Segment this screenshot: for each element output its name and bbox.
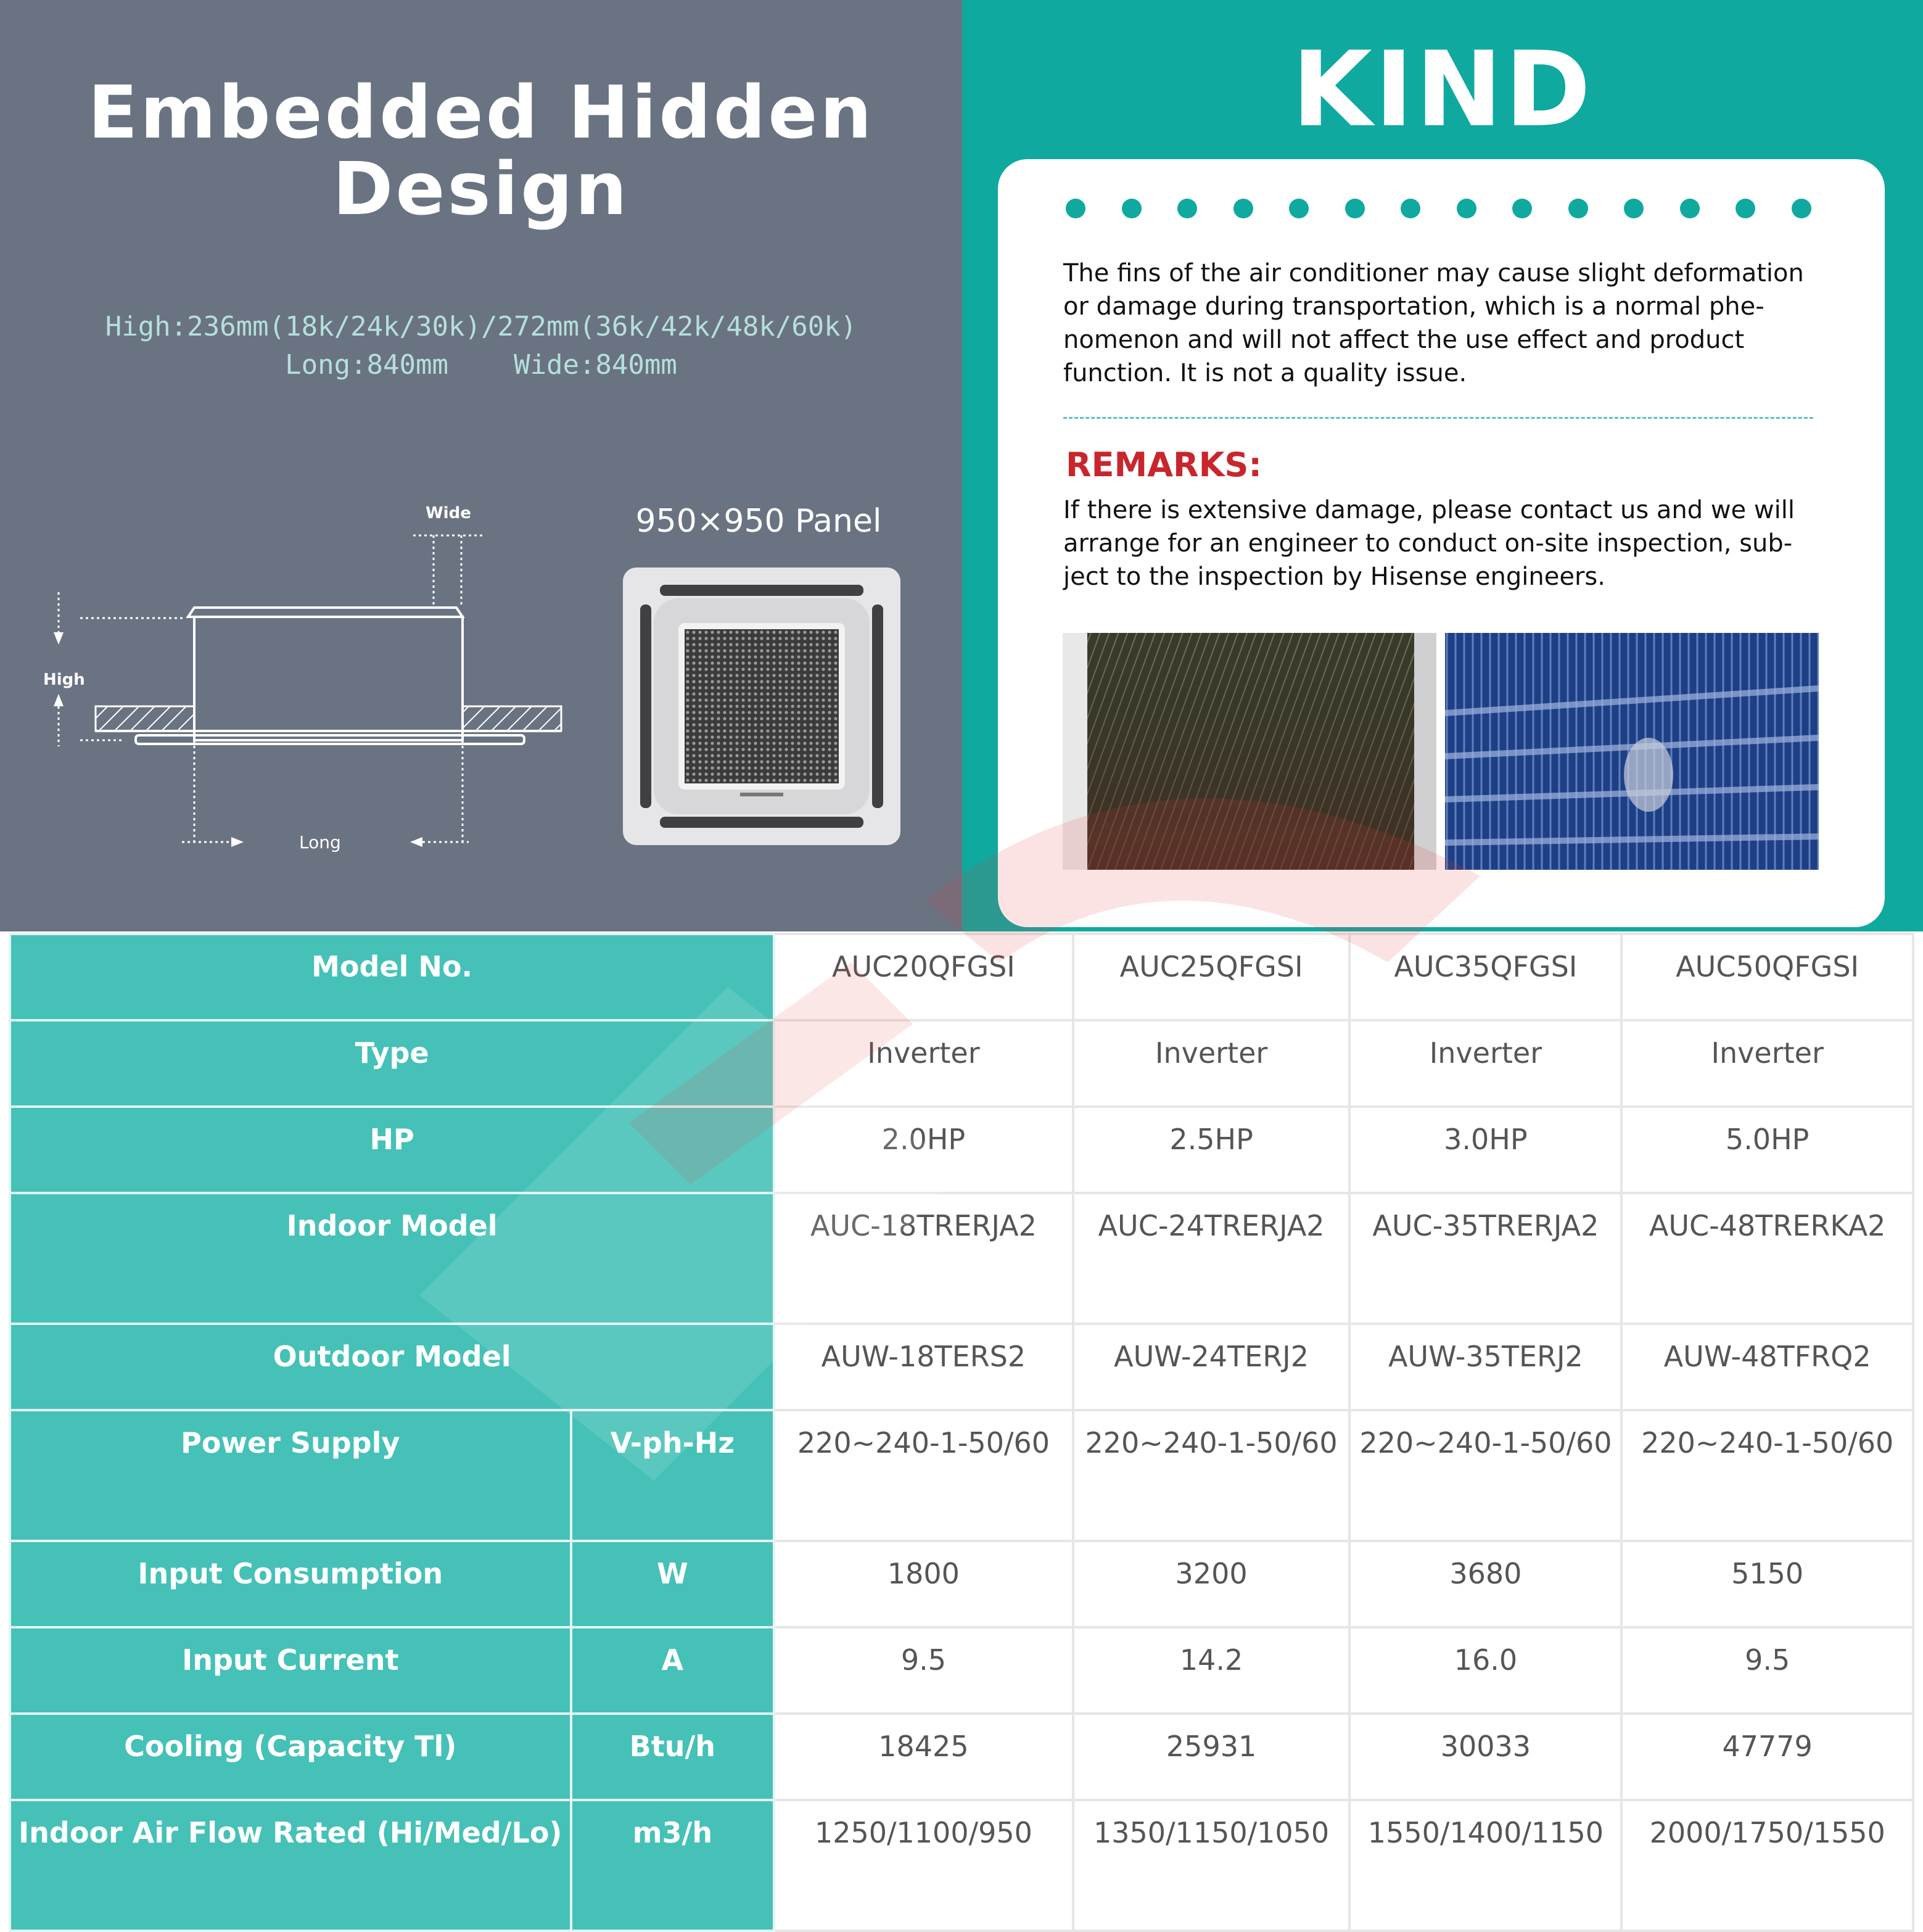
cassette-panel-image <box>617 561 907 851</box>
dashed-divider <box>1063 417 1813 419</box>
table-cell: 2000/1750/1550 <box>1621 1800 1913 1931</box>
table-row <box>10 1800 1913 1931</box>
row-unit: Btu/h <box>571 1714 775 1800</box>
dimensions-height: High:236mm(18k/24k/30k)/272mm(36k/42k/48k/60k) <box>105 311 857 342</box>
table-cell: 220~240-1-50/60 <box>1349 1410 1621 1541</box>
fin-photo-2 <box>1445 633 1819 870</box>
table-cell: 3200 <box>1073 1541 1350 1627</box>
table-cell: AUC-18TRERJA2 <box>774 1193 1073 1324</box>
remarks-text: If there is extensive damage, please contact us and we will arrange for an engineer to conduct on-site inspection, sub-ject to the inspection by Hisense engineers. <box>1063 496 1795 591</box>
row-unit: W <box>571 1541 775 1627</box>
table-cell: 47779 <box>1621 1714 1913 1800</box>
table-cell: AUC25QFGSI <box>1073 934 1350 1020</box>
dot-divider <box>1066 199 1818 223</box>
table-row <box>10 934 1913 1020</box>
table-cell: 5.0HP <box>1621 1107 1913 1193</box>
remarks-colon: : <box>1248 445 1262 484</box>
table-cell: 3680 <box>1349 1541 1621 1627</box>
reminder-title: KIND <box>1291 29 1594 150</box>
table-cell: 18425 <box>774 1714 1073 1800</box>
installation-diagram <box>37 493 580 864</box>
row-unit: A <box>571 1627 775 1714</box>
table-row <box>10 1410 1913 1541</box>
table-row <box>10 1324 1913 1410</box>
table-cell: Inverter <box>1073 1020 1350 1107</box>
table-cell: AUC-24TRERJA2 <box>1073 1193 1350 1324</box>
table-cell: 9.5 <box>774 1627 1073 1714</box>
long-label: Long <box>299 832 341 852</box>
fin-photo-1 <box>1063 633 1436 870</box>
row-label: Indoor Air Flow Rated (Hi/Med/Lo) <box>10 1800 571 1931</box>
table-cell: 220~240-1-50/60 <box>1621 1410 1913 1541</box>
table-cell: 220~240-1-50/60 <box>774 1410 1073 1541</box>
table-cell: Inverter <box>774 1020 1073 1107</box>
dimensions-length-width: Long:840mm Wide:840mm <box>285 349 677 381</box>
high-label: High <box>43 671 85 689</box>
design-title-line1: Embedded Hidden <box>88 70 875 155</box>
wide-label: Wide <box>426 504 471 522</box>
table-cell: 2.5HP <box>1073 1107 1350 1193</box>
table-cell: AUC50QFGSI <box>1621 934 1913 1020</box>
row-unit: V-ph-Hz <box>571 1410 775 1541</box>
specification-table <box>9 933 1914 1932</box>
row-label: Indoor Model <box>10 1193 774 1324</box>
row-label: Outdoor Model <box>10 1324 774 1410</box>
table-cell: 16.0 <box>1349 1627 1621 1714</box>
table-cell: AUW-24TERJ2 <box>1073 1324 1350 1410</box>
row-label: Cooling (Capacity Tl) <box>10 1714 571 1800</box>
table-cell: 3.0HP <box>1349 1107 1621 1193</box>
table-row <box>10 1193 1913 1324</box>
table-cell: 5150 <box>1621 1541 1913 1627</box>
table-cell: 1250/1100/950 <box>774 1800 1073 1931</box>
table-row <box>10 1020 1913 1107</box>
table-cell: AUW-48TFRQ2 <box>1621 1324 1913 1410</box>
table-cell: Inverter <box>1621 1020 1913 1107</box>
remarks-heading <box>1066 445 1262 484</box>
row-label: Input Current <box>10 1627 571 1714</box>
table-cell: AUC-48TRERKA2 <box>1621 1193 1913 1324</box>
remarks-label: REMARKS <box>1066 445 1249 484</box>
table-cell: 14.2 <box>1073 1627 1350 1714</box>
table-row <box>10 1107 1913 1193</box>
row-label: Type <box>10 1020 774 1107</box>
table-cell: 9.5 <box>1621 1627 1913 1714</box>
row-label: Power Supply <box>10 1410 571 1541</box>
row-unit: m3/h <box>571 1800 775 1931</box>
table-row <box>10 1541 1913 1627</box>
table-cell: AUW-35TERJ2 <box>1349 1324 1621 1410</box>
table-cell: 30033 <box>1349 1714 1621 1800</box>
specification-table-body <box>10 934 1913 1931</box>
table-cell: 220~240-1-50/60 <box>1073 1410 1350 1541</box>
row-label: Input Consumption <box>10 1541 571 1627</box>
table-row <box>10 1627 1913 1714</box>
reminder-paragraph: The fins of the air conditioner may cause slight deformation or damage during transportation, which is a normal phe-nomenon and will not affect the use effect and product function. It is not a quality issue. <box>1063 259 1804 387</box>
table-row <box>10 1714 1913 1800</box>
panel-size-label: 950×950 Panel <box>635 503 882 540</box>
table-cell: 25931 <box>1073 1714 1350 1800</box>
table-cell: 1550/1400/1150 <box>1349 1800 1621 1931</box>
row-label: HP <box>10 1107 774 1193</box>
design-title-line2: Design <box>332 146 630 231</box>
table-cell: AUC20QFGSI <box>774 934 1073 1020</box>
row-label: Model No. <box>10 934 774 1020</box>
table-cell: Inverter <box>1349 1020 1621 1107</box>
table-cell: 2.0HP <box>774 1107 1073 1193</box>
table-cell: AUC-35TRERJA2 <box>1349 1193 1621 1324</box>
table-cell: AUW-18TERS2 <box>774 1324 1073 1410</box>
table-cell: AUC35QFGSI <box>1349 934 1621 1020</box>
design-title <box>0 70 962 231</box>
table-cell: 1350/1150/1050 <box>1073 1800 1350 1931</box>
table-cell: 1800 <box>774 1541 1073 1627</box>
